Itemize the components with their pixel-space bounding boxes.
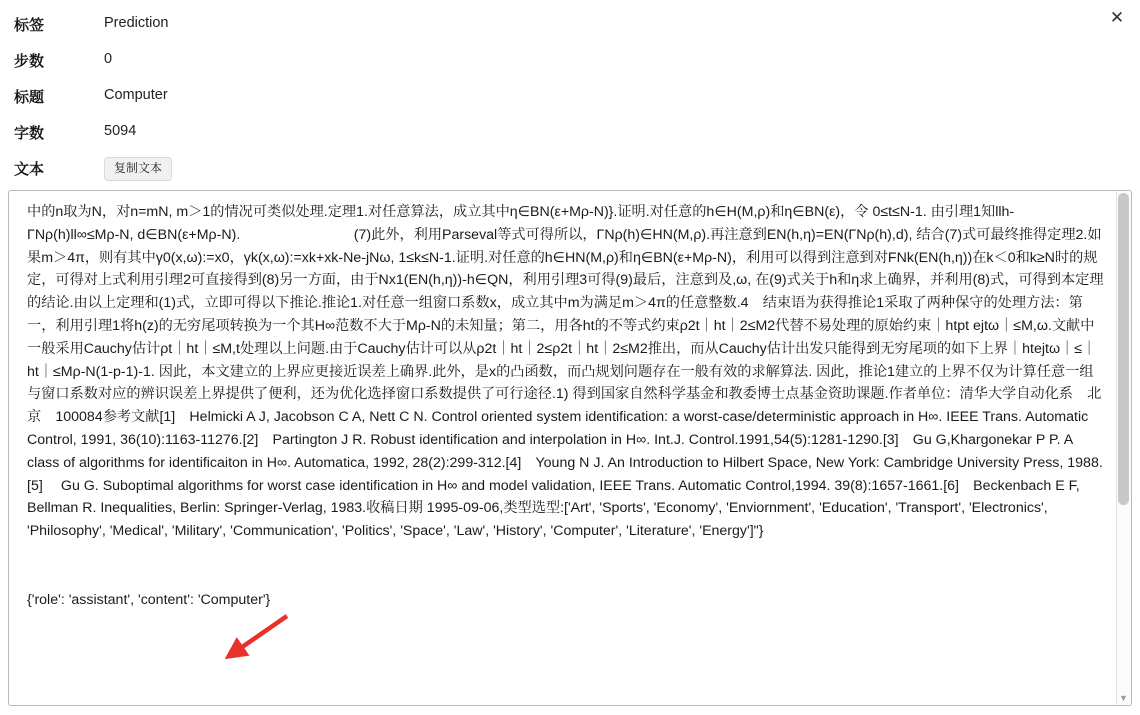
metadata-list	[0, 0, 1140, 192]
copy-text-button-wrap	[104, 156, 172, 181]
metadata-value: Prediction	[104, 15, 169, 31]
metadata-value: 0	[104, 51, 113, 67]
metadata-row-title	[14, 84, 1140, 120]
text-content-scroll-area[interactable]	[9, 191, 1117, 705]
article-body-text: 中的n取为N，对n=mN, m＞1的情况可类似处理.定理1.对任意算法，成立其中η∈BN(ε+Mρ-N)}.证明.对任意的h∈H(M,ρ)和η∈BN(ε)，令 0≤t≤N-1. 由引理1知llh-ΓNρ(h)ll∞≤Mρ-N, d∈BN(ε+Mρ-N). (7)此外，利用Parseval等式可得所以，ΓNρ(h)∈HN(M,ρ).再注意到EN(h,η)=EN(ΓNρ(h),d), 结合(7)式可最终推得定理2.如果m＞4π，则有其中γ0(x,ω):=x0，γk(x,ω):=xk+xk-Ne-jNω, 1≤k≤N-1.证明.对任意的h∈HN(M,ρ)和η∈BN(ε+Mρ-N)，利用可以得到注意到对FNk(EN(h,η))在k＜0和k≥N时的规定，可得对上式利用引理2可直接得到(8)另一方面，由于Nx1(EN(h,η))-h∈QN，利用引理3可得(9)最后，注意到及,ω, 在(9)式关于h和η求上确界，并利用(8)式，可得到本定理的结论.由以上定理和(1)式，立即可得以下推论.推论1.对任意一组窗口系数x，成立其中m为满足m＞4π的任意整数.4 结束语为获得推论1采取了两种保守的处理方法：第一，利用引理1将h(z)的无穷尾项转换为一个其H∞范数不大于Mρ-N的未知量；第二，用各ht的不等式约束ρ2t｜ht｜2≤M2代替不易处理的原始约束｜htpt ejtω｜≤M,ω.文献中一般采用Cauchy估计ρt｜ht｜≤M,t处理以上问题.由于Cauchy估计可以从ρ2t｜ht｜2≤ρ2t｜ht｜2≤M2推出，而从Cauchy估计出发只能得到无穷尾项的如下上界｜htejtω｜≤｜ht｜≤Mρ-N(1-p-1)-1. 因此，本文建立的上界应更接近误差上确界.此外，是x的凸函数，而凸规划问题存在一般有效的求解算法. 因此，推论1建立的上界不仅为计算任意一组与窗口系数对应的辨识误差上界提供了便利，还为优化选择窗口系数提供了可行途径.1) 得到国家自然科学基金和教委博士点基金资助课题.作者单位：清华大学自动化系 北京 100084参考文献[1] Helmicki A J, Jacobson C A, Nett C N. Control oriented system identification: a worst-case/deterministic approach in H∞. IEEE Trans. Automatic Control, 1991, 36(10):1163-11276.[2] Partington J R. Robust identification and interpolation in H∞. Int.J. Control.1991,54(5):1281-1290.[3] Gu G,Khargonekar P P. A class of algorithms for identificaiton in H∞. Automatica, 1992, 28(2):299-312.[4] Young N J. An Introduction to Hilbert Space, New York: Cambridge University Press, 1988.[5] Gu G. Suboptimal algorithms for worst case identification in H∞ and model validation, IEEE Trans. Automatic Control,1994. 39(8):1657-1661.[6] Beckenbach E F, Bellman R. Inequalities, Berlin: Springer-Verlag, 1983.收稿日期 1995-09-06,类型选型:['Art', 'Sports', 'Economy', 'Enviornment', 'Education', 'Transport', 'Electronics', 'Philosophy', 'Medical', 'Military', 'Communication', 'Politics', 'Space', 'Law', 'History', 'Computer', 'Literature', 'Energy']"}	[27, 204, 1104, 540]
assistant-message-line: {'role': 'assistant', 'content': 'Computer'}	[27, 591, 271, 608]
close-icon[interactable]: ✕	[1104, 4, 1130, 30]
metadata-row-text	[14, 156, 1140, 192]
metadata-value: Computer	[104, 87, 168, 103]
copy-text-button[interactable]: 复制文本	[104, 157, 172, 181]
text-content-box[interactable]	[8, 190, 1132, 706]
metadata-key: 标题	[14, 89, 45, 106]
metadata-row-wordcount	[14, 120, 1140, 156]
vertical-scrollbar[interactable]	[1116, 191, 1131, 705]
metadata-key: 文本	[14, 161, 45, 178]
metadata-key: 标签	[14, 17, 45, 34]
metadata-row-label	[14, 12, 1140, 48]
scroll-down-arrow-icon[interactable]: ▼	[1119, 693, 1128, 703]
metadata-key: 步数	[14, 53, 45, 70]
scrollbar-thumb[interactable]	[1118, 193, 1129, 505]
metadata-value: 5094	[104, 123, 137, 139]
metadata-key: 字数	[14, 125, 45, 142]
metadata-row-steps	[14, 48, 1140, 84]
